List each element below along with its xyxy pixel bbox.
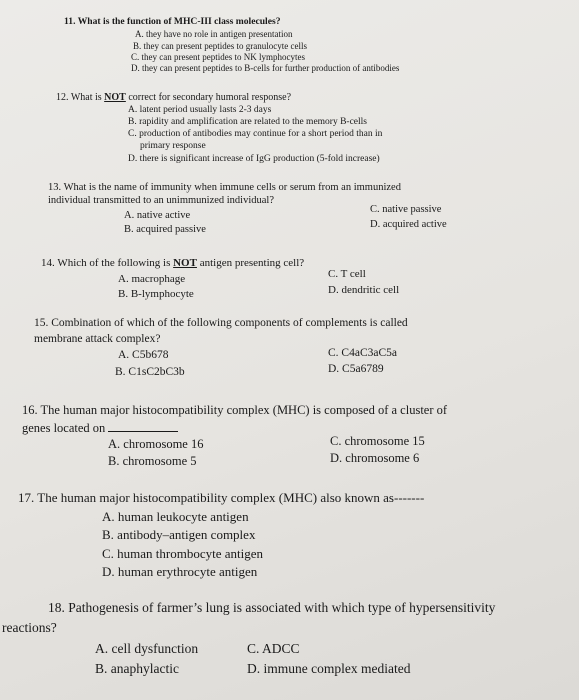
question-text-line-2: reactions?	[2, 620, 57, 635]
option-a: A. they have no role in antigen presentation	[135, 29, 293, 39]
option-c: C. they can present peptides to NK lymphocytes	[131, 52, 305, 62]
option-d: D. chromosome 6	[330, 451, 420, 465]
question-text: The human major histocompatibility complex (MHC) is composed of a cluster of	[40, 403, 448, 417]
question-text: What is the function of MHC-III class molecules?	[77, 16, 281, 27]
question-stem	[64, 16, 281, 27]
option-d: D. dendritic cell	[328, 284, 400, 296]
option-a: A. macrophage	[118, 273, 186, 285]
question-number: 13.	[48, 182, 62, 193]
option-b: B. acquired passive	[124, 224, 206, 235]
question-number: 18.	[48, 600, 65, 615]
option-a: A. cell dysfunction	[95, 641, 199, 656]
option-c: C. human thrombocyte antigen	[102, 546, 264, 561]
option-d: D. they can present peptides to B-cells for further production of antibodies	[131, 63, 400, 73]
option-a: A. chromosome 16	[108, 437, 204, 451]
question-text-after: antigen presenting cell?	[199, 257, 305, 269]
question-stem	[34, 317, 408, 330]
question-text: What is the name of immunity when immune cells or serum from an immunized	[63, 182, 401, 193]
option-a: A. human leukocyte antigen	[102, 509, 249, 524]
option-b: B. antibody–antigen complex	[102, 527, 256, 542]
question-emphasis: NOT	[104, 92, 126, 103]
option-b: B. rapidity and amplification are related to the memory B-cells	[128, 117, 368, 127]
option-b: B. they can present peptides to granulocyte cells	[133, 41, 307, 51]
option-d: D. there is significant increase of IgG production (5-fold increase)	[128, 154, 380, 164]
option-c: C. native passive	[370, 204, 442, 215]
option-a: A. C5b678	[118, 349, 169, 361]
option-b: B. chromosome 5	[108, 454, 197, 468]
option-b: B. B-lymphocyte	[118, 288, 194, 300]
question-text-before: What is	[70, 92, 102, 103]
question-number: 17.	[18, 490, 35, 505]
question-number: 15.	[34, 317, 49, 329]
question-stem	[41, 257, 304, 270]
question-text-line-2: individual transmitted to an unimmunized individual?	[48, 195, 275, 206]
answer-blank	[108, 419, 178, 432]
question-text: Combination of which of the following components of complements is called	[51, 317, 408, 329]
question-number: 11.	[64, 16, 76, 27]
option-a: A. latent period usually lasts 2-3 days	[128, 105, 272, 115]
question-number: 16.	[22, 403, 38, 417]
option-c: C. ADCC	[247, 641, 300, 656]
option-a: A. native active	[124, 210, 191, 221]
option-d: D. immune complex mediated	[247, 661, 411, 676]
question-stem	[48, 600, 495, 616]
question-stem	[18, 491, 424, 506]
option-c: C. T cell	[328, 268, 366, 280]
question-stem	[56, 92, 291, 104]
option-d: D. human erythrocyte antigen	[102, 564, 258, 579]
question-text-before: Which of the following is	[57, 257, 171, 269]
question-stem	[48, 182, 401, 194]
question-text: The human major histocompatibility complex (MHC) also known as-------	[37, 490, 425, 505]
option-c: C. C4aC3aC5a	[328, 347, 397, 359]
question-stem	[22, 403, 447, 417]
option-c: C. chromosome 15	[330, 434, 425, 448]
question-text: Pathogenesis of farmer’s lung is associated with which type of hypersensitivity	[68, 600, 496, 615]
question-text-line-2	[22, 419, 178, 435]
question-number: 14.	[41, 257, 55, 269]
option-b: B. C1sC2bC3b	[115, 366, 185, 378]
question-text-line-2: membrane attack complex?	[34, 333, 161, 345]
option-c: C. production of antibodies may continue for a short period than in	[128, 129, 383, 139]
option-d: D. acquired active	[370, 219, 447, 230]
question-emphasis: NOT	[173, 257, 197, 269]
question-text-after: correct for secondary humoral response?	[128, 92, 292, 103]
question-number: 12.	[56, 92, 69, 103]
question-text-genes: genes located on	[22, 421, 106, 435]
option-c-continued: primary response	[140, 141, 206, 151]
option-b: B. anaphylactic	[95, 661, 179, 676]
option-d: D. C5a6789	[328, 363, 384, 375]
